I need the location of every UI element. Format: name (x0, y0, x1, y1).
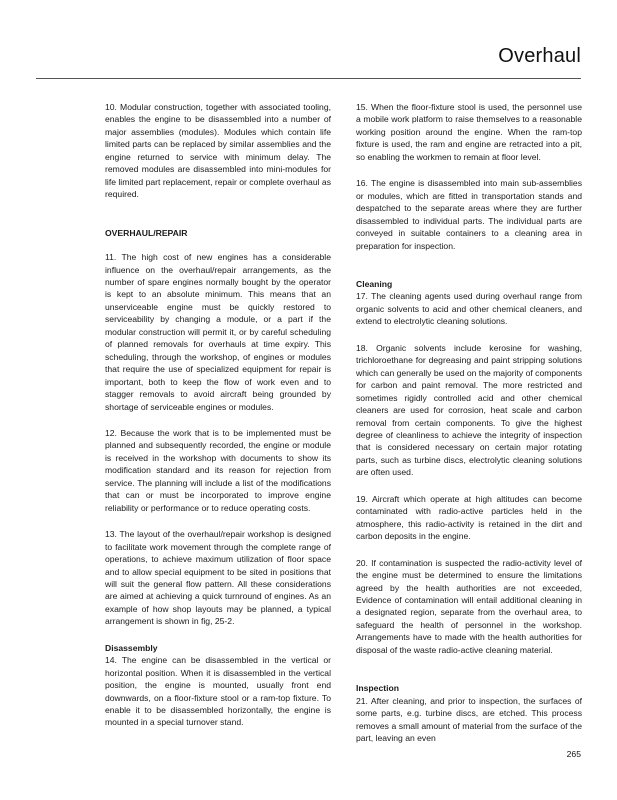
spacer (356, 328, 582, 342)
spacer (356, 656, 582, 682)
section-heading-disassembly: Disassembly (105, 642, 158, 653)
section-heading-inspection: Inspection (356, 683, 399, 694)
page-header-title: Overhaul (498, 45, 581, 67)
paragraph-21: 21. After cleaning, and prior to inspection, the surfaces of some parts, e.g. turbine discs, are etched. This process removes a small amount of material from the surface of the part, leaving an even (356, 695, 582, 744)
paragraph-17: 17. The cleaning agents used during overhaul range from organic solvents to acid and other chemical cleaners, and extend to electrolytic cleaning solutions. (356, 291, 582, 327)
spacer (356, 479, 582, 493)
right-column (356, 101, 582, 744)
paragraph-14: 14. The engine can be disassembled in the vertical or horizontal position. When it is disassembled in the vertical position, the engine is mounted, usually front end downwards, on a floor-fixture stool or a ram-top fixture. To enable it to be disassembled horizontally, the engine is mounted in a special turnover stand. (105, 655, 331, 728)
paragraph-13: 13. The layout of the overhaul/repair workshop is designed to facilitate work movement through the complete range of operations, to achieve maximum utilization of floor space and to allow special equipment to be sited in positions that will suit the general flow pattern. All these considerations are aimed at achieving a quick turnround of engines. As an example of how shop layouts may be planned, a typical arrangement is shown in fig, 25-2. (105, 529, 331, 627)
paragraph-11: 11. The high cost of new engines has a considerable influence on the overhaul/repair arrangements, as the number of spare engines normally bought by the operator is kept to an absolute minimum. This means that an unserviceable engine must be quickly restored to serviceability by changing a module, or a part if the modular construction will permit it, or by careful scheduling of planned removals for overhauls at time expiry. This scheduling, through the workshop, of engines or modules that require the use of specialized equipment for repair is important, both to keep the flow of work even and to stagger removals to avoid aircraft being grounded by shortage of serviceable engines or modules. (105, 252, 331, 412)
left-column (105, 101, 331, 729)
paragraph-12: 12. Because the work that is to be implemented must be planned and subsequently recorded, the engine or module is received in the workshop with documents to show its modification standard and its reason for rejection from service. The planning will include a list of the modifications that can or must be incorporated to improve engine reliability or performance or to reduce operating costs. (105, 427, 331, 513)
spacer (105, 201, 331, 227)
spacer (105, 628, 331, 642)
section-heading-overhaul-repair: OVERHAUL/REPAIR (105, 227, 188, 238)
spacer (105, 239, 331, 251)
spacer (105, 514, 331, 528)
page-number: 265 (566, 749, 581, 759)
paragraph-10: 10. Modular construction, together with associated tooling, enables the engine to be disassembled into a number of major assemblies (modules). Modules which contain life limited parts can be replaced by similar assemblies and the engine returned to service with minimum delay. The removed modules are disassembled into mini-modules for life limited part replacement, repair or complete overhaul as required. (105, 102, 331, 200)
paragraph-20: 20. If contamination is suspected the radio-activity level of the engine must be determined to ensure the limitations agreed by the health authorities are not exceeded, Evidence of contamination will entail additional cleaning in a designated region, separate from the overhaul area, to safeguard the health of personnel in the workshop. Arrangements have to made with the health authorities for disposal of the waste radio-active cleaning material. (356, 557, 582, 655)
spacer (356, 163, 582, 177)
paragraph-16: 16. The engine is disassembled into main sub-assemblies or modules, which are fitted in transportation stands and despatched to the separate areas where they are further disassembled to individual parts. The individual parts are conveyed in suitable containers to a cleaning area in preparation for inspection. (356, 178, 582, 251)
spacer (356, 543, 582, 557)
paragraph-18: 18. Organic solvents include kerosine for washing, trichloroethane for degreasing and paint stripping solutions which can generally be used on the majority of components for carbon and paint removal. The more restricted and sometimes rigidly controlled acid and other chemical cleaners are used for corrosion, heat scale and carbon removal from certain components. To give the highest degree of cleanliness to achieve the integrity of inspection that is considered necessary on certain major rotating parts, such as turbine discs, electrolytic cleaning solutions are often used. (356, 342, 582, 478)
header-rule (36, 78, 581, 79)
section-heading-cleaning: Cleaning (356, 278, 393, 289)
spacer (356, 252, 582, 278)
paragraph-19: 19. Aircraft which operate at high altitudes can become contaminated with radio-active particles held in the atmosphere, this radio-activity is retained in the dirt and carbon deposits in the engine. (356, 493, 582, 542)
paragraph-15: 15. When the floor-fixture stool is used, the personnel use a mobile work platform to raise themselves to a reasonable working position around the engine. When the ram-top fixture is used, the ram and engine are retracted into a pit, so enabling the workmen to remain at floor level. (356, 102, 582, 162)
spacer (105, 413, 331, 427)
